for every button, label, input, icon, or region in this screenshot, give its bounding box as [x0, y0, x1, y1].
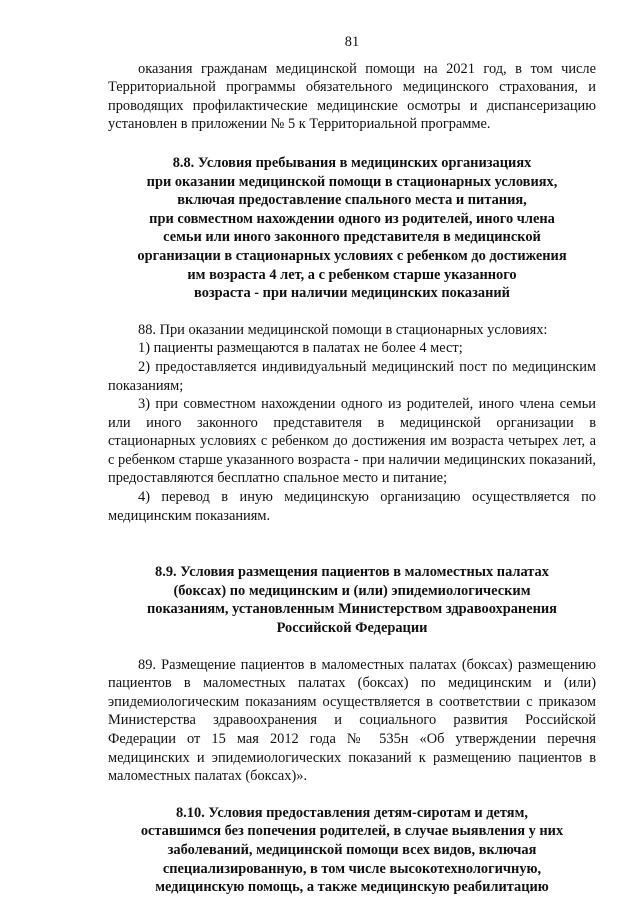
list-item-4: 4) перевод в иную медицинскую организацию осуществляется по медицинским показаниям.: [108, 489, 596, 524]
heading-line: специализированную, в том числе высокотехнологичную,: [162, 860, 542, 877]
heading-line: Российской Федерации: [276, 620, 428, 637]
heading-line: (боксах) по медицинским и (или) эпидемиологическим: [173, 582, 531, 599]
heading-line: показаниям, установленным Министерством здравоохранения: [147, 601, 557, 618]
heading-line: 8.10. Условия предоставления детям-сиротам и детям,: [175, 804, 528, 821]
heading-line: организации в стационарных условиях с ребенком до достижения: [137, 247, 567, 264]
list-item-3: 3) при совместном нахождении одного из родителей, иного члена семьи или иного законного представителя в медицинской организации в стационарных условиях с ребенком до достижения им возраста четырех лет, а с ребенком старше указанного возраста - при наличии медицинских показаний, предоставляются бесплатно спальное место и питание;: [108, 396, 596, 487]
heading-line: им возраста 4 лет, а с ребенком старше указанного: [187, 266, 517, 283]
section-8-9-heading: [108, 563, 596, 637]
list-item-2: 2) предоставляется индивидуальный медицинский пост по медицинским показаниям;: [108, 358, 596, 394]
heading-line: при совместном нахождении одного из родителей, иного члена: [149, 210, 555, 227]
paragraph-88: 88. При оказании медицинской помощи в стационарных условиях:: [138, 321, 548, 338]
heading-line: включая предоставление спального места и питания,: [177, 192, 527, 209]
heading-line: оставшимся без попечения родителей, в случае выявления у них: [140, 823, 564, 840]
paragraph-89: 89. Размещение пациентов в маломестных палатах (боксах) размещению пациентов в маломестных палатах (боксах) по медицинским и (или) эпидемиологическим показаниям осуществляется в соответствии с приказом Министерства здравоохранения и социального развития Российской Федерации от 15 мая 2012 года № 535н «Об утверждении перечня медицинских и эпидемиологических показаний к размещению пациентов в маломестных палатах (боксах)».: [108, 656, 596, 785]
heading-line: 8.8. Условия пребывания в медицинских организациях: [172, 154, 532, 171]
heading-line: 8.9. Условия размещения пациентов в маломестных палатах: [155, 564, 549, 581]
section-8-10-heading: [108, 804, 596, 897]
heading-line: семьи или иного законного представителя в медицинской: [163, 229, 541, 246]
list-item-1: 1) пациенты размещаются в палатах не более 4 мест;: [138, 340, 463, 357]
heading-line: медицинскую помощь, а также медицинскую реабилитацию: [155, 879, 549, 896]
heading-line: при оказании медицинской помощи в стационарных условиях,: [146, 173, 558, 190]
page-number: 81: [344, 34, 360, 50]
section-8-8-heading: [108, 154, 596, 303]
heading-line: заболеваний, медицинской помощи всех видов, включая: [167, 841, 537, 858]
heading-line: возраста - при наличии медицинских показаний: [194, 285, 510, 302]
intro-paragraph: оказания гражданам медицинской помощи на 2021 год, в том числе Территориальной программы обязательного медицинского страхования, и проводящих профилактические медицинские осмотры и диспансеризацию установлен в приложении № 5 к Территориальной программе.: [108, 60, 596, 133]
